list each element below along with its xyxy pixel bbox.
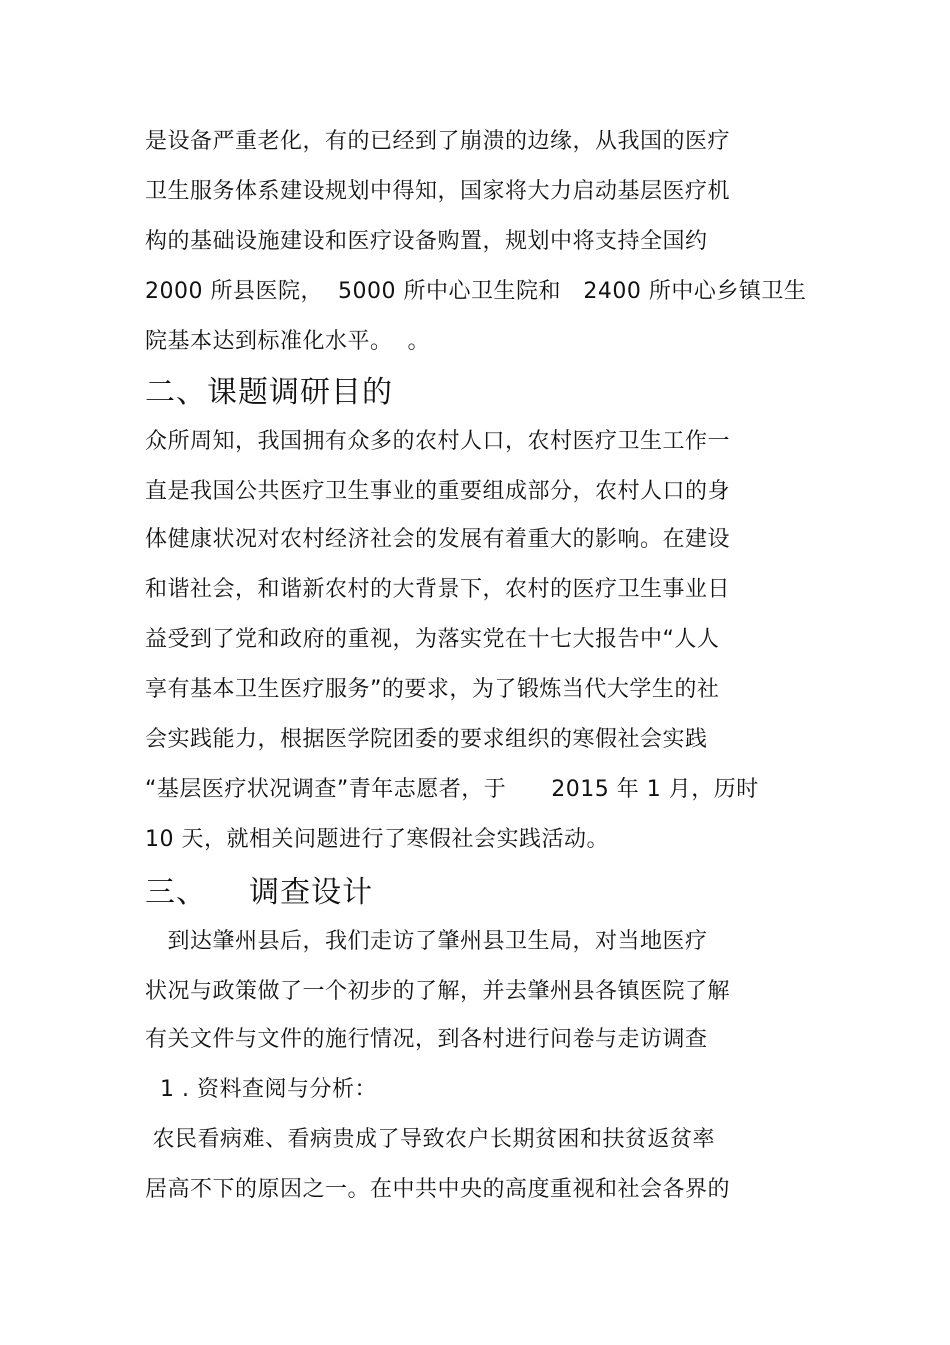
list-item-label: 1 . 资料查阅与分析： [145, 1077, 377, 1102]
section-heading: 二、课题调研目的 [145, 375, 393, 410]
paragraph-line: 到达肇州县后，我们走访了肇州县卫生局，对当地医疗 [145, 929, 708, 954]
paragraph-line: 状况与政策做了一个初步的了解，并去肇州县各镇医院了解 [145, 979, 731, 1004]
paragraph-line: 农民看病难、看病贵成了导致农户长期贫困和扶贫返贫率 [145, 1127, 715, 1152]
paragraph-line: 众所周知，我国拥有众多的农村人口，农村医疗卫生工作一 [145, 429, 731, 454]
paragraph-line: 10 天，就相关问题进行了寒假社会实践活动。 [145, 827, 609, 852]
paragraph-line: 享有基本卫生医疗服务”的要求，为了锻炼当代大学生的社 [145, 677, 720, 702]
paragraph-line: 体健康状况对农村经济社会的发展有着重大的影响。在建设 [145, 527, 731, 552]
paragraph-line: 和谐社会，和谐新农村的大背景下，农村的医疗卫生事业日 [145, 577, 731, 602]
paragraph-line: 会实践能力，根据医学院团委的要求组织的寒假社会实践 [145, 727, 708, 752]
paragraph-line: 居高不下的原因之一。在中共中央的高度重视和社会各界的 [145, 1177, 731, 1202]
section-heading: 三、 调查设计 [145, 875, 374, 910]
paragraph-line: 2000 所县医院， 5000 所中心卫生院和 2400 所中心乡镇卫生 [145, 279, 807, 304]
paragraph-line: 构的基础设施建设和医疗设备购置，规划中将支持全国约 [145, 229, 708, 254]
paragraph-line: 有关文件与文件的施行情况，到各村进行问卷与走访调查 [145, 1027, 708, 1052]
paragraph-line: 直是我国公共医疗卫生事业的重要组成部分，农村人口的身 [145, 479, 731, 504]
paragraph-line: 是设备严重老化，有的已经到了崩溃的边缘，从我国的医疗 [145, 129, 731, 154]
paragraph-line: 卫生服务体系建设规划中得知，国家将大力启动基层医疗机 [145, 179, 731, 204]
paragraph-line: 益受到了党和政府的重视，为落实党在十七大报告中“人人 [145, 627, 720, 652]
paragraph-line: 院基本达到标准化水平。 。 [145, 329, 430, 354]
paragraph-line: “基层医疗状况调查”青年志愿者，于 2015 年 1 月，历时 [145, 777, 759, 802]
